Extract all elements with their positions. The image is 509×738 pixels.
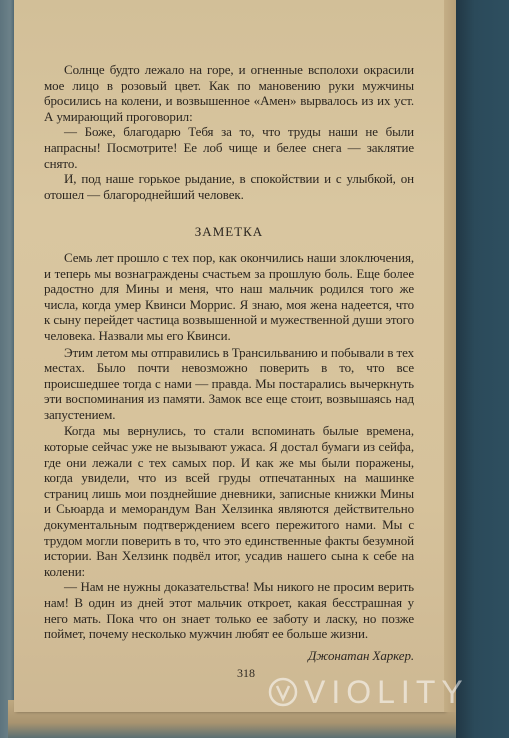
paragraph: — Боже, благодарю Тебя за то, что труды наши не были напрасны! Посмотрите! Ее лоб чище и белее снега — заклятие снято. (44, 124, 414, 171)
paragraph: Солнце будто лежало на горе, и огненные всполохи окрасили мое лицо в розовый цвет. Как по мановению руки мужчины бросились на колени, и возвышенное «Амен» вырвалось из их уст. А умирающий проговорил: (44, 62, 414, 124)
page-stack-edge (444, 0, 456, 712)
watermark (268, 672, 498, 712)
watermark-text: VIOLITY (304, 673, 469, 710)
page-number: 318 (237, 666, 255, 680)
paragraph: Семь лет прошло с тех пор, как окончились наши злоключения, и теперь мы вознаграждены счастьем за прошлую боль. Еще более радостно для Мины и меня, что наш мальчик родился того же числа, когда умер Квинси Моррис. Я знаю, моя жена надеется, что к сыну перейдет частица возвышенной и мужественной души этого человека. Назвали мы его Квинси. (44, 249, 414, 343)
paragraph: — Нам не нужны доказательства! Мы никого не просим верить нам! В один из дней этот мальчик откроет, какая бесстрашная у него мать. Пока что он знает только ее заботу и ласку, но позже поймет, почему несколько мужчин любят ее больше жизни. (44, 579, 414, 642)
paragraph: И, под наше горькое рыдание, в спокойствии и с улыбкой, он отошел — благороднейший человек. (44, 171, 414, 202)
book-cover-edge (452, 0, 509, 738)
violity-logo-icon (268, 677, 298, 707)
page-text (44, 62, 414, 663)
signature: Джонатан Харкер. (308, 647, 414, 663)
paragraph: Этим летом мы отправились в Трансильванию и побывали в тех местах. Было почти невозможно поверить в то, что все происшедшее тогда с нами — правда. Мы постарались вычеркнуть эти воспоминания из памяти. Замок все еще стоит, возвышаясь над запустением. (44, 344, 414, 422)
section-heading: ЗАМЕТКА (194, 224, 264, 240)
paragraph: Когда мы вернулись, то стали вспоминать былые времена, которые сейчас уже не вызывают ужаса. Я достал бумаги из сейфа, где они лежали с тех самых пор. И как же мы были поражены, когда увидели, что из всей груды отпечатанных на машинке страниц лишь мои позднейшие дневники, записные книжки Мины и Сьюарда и меморандум Ван Хелзинка являются действительно документальным подтверждением всего пережитого нами. Мы с трудом могли поверить в то, что это единственные факты безумной истории. Ван Хелзинк подвёл итог, усадив нашего сына к себе на колени: (44, 423, 414, 579)
